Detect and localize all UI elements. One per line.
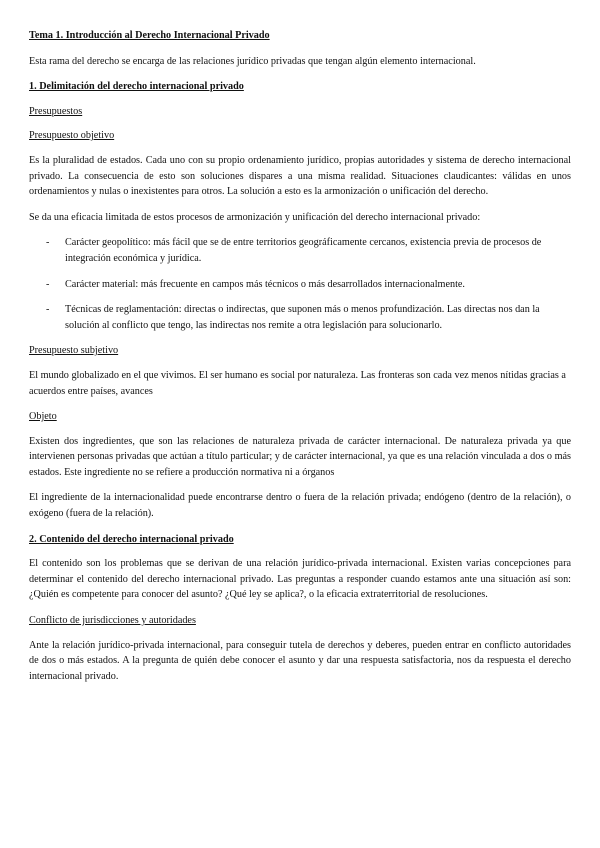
conflicto-paragraph: Ante la relación jurídico-privada internacional, para conseguir tutela de derechos y deberes, pueden entrar en conflicto autoridades de dos o más estados. A la pregunta de quién debe conocer el asunto y dar una respuesta satisfactoria, nos da respuesta el derecho internacional privado. xyxy=(29,639,571,682)
conflicto-heading: Conflicto de jurisdicciones y autoridades xyxy=(29,615,196,627)
list-item xyxy=(29,277,571,293)
objetivo-paragraph-1: Es la pluralidad de estados. Cada uno con su propio ordenamiento jurídico, propias autoridades y sistema de derecho internacional privado. La consecuencia de esto son soluciones dispares a una misma realidad. Situaciones claudicantes: válidas en unos ordenamientos y nulas o inexistentes para otros. La solución a esto es la armonización o unificación del derecho. xyxy=(29,154,571,198)
subjetivo-paragraph: El mundo globalizado en el que vivimos. El ser humano es social por naturaleza. Las fronteras son cada vez menos nítidas gracias a acuerdos entre países, avances xyxy=(29,369,566,397)
dash-bullet: - xyxy=(46,304,50,316)
list-item-text: Carácter material: más frecuente en campos más técnicos o más desarrollados internacionalmente. xyxy=(65,278,465,290)
list-item xyxy=(29,302,571,333)
objeto-heading: Objeto xyxy=(29,411,57,423)
list-item-text: Carácter geopolítico: más fácil que se de entre territorios geográficamente cercanos, existencia previa de procesos de integración económica y jurídica. xyxy=(65,237,542,264)
document-title: Tema 1. Introducción al Derecho Internacional Privado xyxy=(29,30,270,41)
characteristics-list xyxy=(29,235,571,333)
objetivo-paragraph-2: Se da una eficacia limitada de estos procesos de armonización y unificación del derecho internacional privado: xyxy=(29,211,481,223)
contenido-paragraph: El contenido son los problemas que se derivan de una relación jurídico-privada internacional. Existen varias concepciones para determinar el contenido del derecho internacional privado. Las preguntas a responder cuando estamos ante una situación así son: ¿Quién es competente para conocer del asunto? ¿Qué ley se aplica?, o la eficacia extraterritorial de resoluciones. xyxy=(29,558,571,601)
dash-bullet: - xyxy=(46,237,50,249)
dash-bullet: - xyxy=(46,278,50,290)
presupuestos-heading: Presupuestos xyxy=(29,105,83,117)
presupuesto-subjetivo-heading: Presupuesto subjetivo xyxy=(29,345,119,357)
list-item-text: Técnicas de reglamentación: directas o indirectas, que suponen más o menos profundización. Las directas nos dan la solución al conflicto que tengo, las indirectas nos remite a otra legislación para solucionarlo. xyxy=(65,304,540,331)
list-item xyxy=(29,235,571,266)
section-2-heading: 2. Contenido del derecho internacional privado xyxy=(29,533,234,545)
objeto-paragraph-2: El ingrediente de la internacionalidad puede encontrarse dentro o fuera de la relación privada; endógeno (dentro de la relación), o exógeno (fuera de la relación). xyxy=(29,492,571,520)
presupuesto-objetivo-heading: Presupuesto objetivo xyxy=(29,130,115,142)
intro-paragraph: Esta rama del derecho se encarga de las relaciones jurídico privadas que tengan algún elemento internacional. xyxy=(29,55,476,67)
section-1-heading: 1. Delimitación del derecho internacional privado xyxy=(29,81,244,93)
objeto-paragraph-1: Existen dos ingredientes, que son las relaciones de naturaleza privada de carácter internacional. De naturaleza privada ya que intervienen personas privadas que actúan a título particular; y de carácter internacional, ya que es una relación vinculada a dos o más estados. Este ingrediente no se refiere a producción normativa ni a órganos xyxy=(29,435,571,478)
